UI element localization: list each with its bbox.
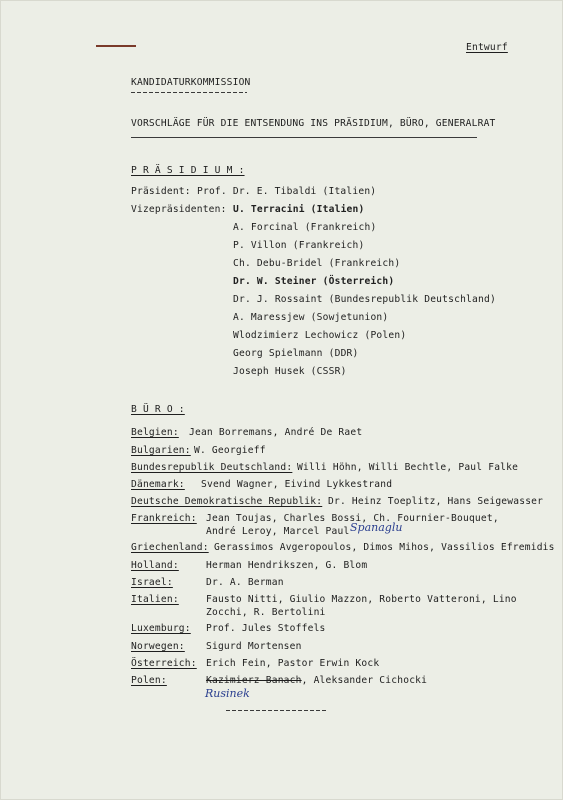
vice-president-item: Wlodzimierz Lechowicz (Polen) xyxy=(233,330,407,341)
country-label: Italien: xyxy=(131,594,179,605)
country-names: Sigurd Mortensen xyxy=(206,641,302,652)
draft-label: Entwurf xyxy=(466,42,508,53)
country-names: Fausto Nitti, Giulio Mazzon, Roberto Vatteroni, Lino xyxy=(206,594,517,605)
country-label: Bundesrepublik Deutschland: xyxy=(131,462,293,473)
country-names: Gerassimos Avgeropoulos, Dimos Mihos, Vassilios Efremidis xyxy=(214,542,555,553)
country-label: Deutsche Demokratische Republik: xyxy=(131,496,323,507)
country-names: W. Georgieff xyxy=(194,445,266,456)
commission-underline xyxy=(131,92,247,93)
country-label: Israel: xyxy=(131,577,173,588)
country-names: Willi Höhn, Willi Bechtle, Paul Falke xyxy=(297,462,519,473)
country-label: Holland: xyxy=(131,560,179,571)
president-name: Prof. Dr. E. Tibaldi (Italien) xyxy=(197,186,377,197)
vice-president-item: P. Villon (Frankreich) xyxy=(233,240,365,251)
country-names: Dr. Heinz Toeplitz, Hans Seigewasser xyxy=(328,496,544,507)
president-label: Präsident: xyxy=(131,186,191,197)
vice-president-item: Joseph Husek (CSSR) xyxy=(233,366,347,377)
vice-president-item: Georg Spielmann (DDR) xyxy=(233,348,359,359)
handwritten-note-frankreich: Spanaglu xyxy=(350,521,403,534)
country-names-polen xyxy=(206,675,427,687)
country-label: Frankreich: xyxy=(131,513,197,524)
country-names: Svend Wagner, Eivind Lykkestrand xyxy=(201,479,393,490)
country-label: Bulgarien: xyxy=(131,445,191,456)
country-names: Jean Borremans, André De Raet xyxy=(189,427,363,438)
vice-president-item: Dr. J. Rossaint (Bundesrepublik Deutschland) xyxy=(233,294,496,305)
subject-underline xyxy=(131,137,477,138)
handwritten-note-polen: Rusinek xyxy=(205,687,250,700)
country-names: Jean Toujas, Charles Bossi, Ch. Fournier-Bouquet, xyxy=(206,513,499,524)
vice-president-item: A. Forcinal (Frankreich) xyxy=(233,222,377,233)
vice-president-item: U. Terracini (Italien) xyxy=(233,204,365,215)
country-label: Belgien: xyxy=(131,427,179,438)
country-names-continued: André Leroy, Marcel Paul xyxy=(206,526,350,537)
country-label: Norwegen: xyxy=(131,641,185,652)
country-names: Erich Fein, Pastor Erwin Kock xyxy=(206,658,380,669)
country-label: Griechenland: xyxy=(131,542,209,553)
vice-president-label: Vizepräsidenten: xyxy=(131,204,227,215)
praesidium-heading: P R Ä S I D I U M : xyxy=(131,165,245,176)
country-names: Dr. A. Berman xyxy=(206,577,284,588)
country-names-continued: Zocchi, R. Bertolini xyxy=(206,607,326,618)
document-subject: VORSCHLÄGE FÜR DIE ENTSENDUNG INS PRÄSIDIUM, BÜRO, GENERALRAT xyxy=(131,118,496,129)
vice-president-item: Dr. W. Steiner (Österreich) xyxy=(233,276,395,287)
country-label: Dänemark: xyxy=(131,479,185,490)
commission-title: KANDIDATURKOMMISSION xyxy=(131,77,251,88)
country-label: Österreich: xyxy=(131,658,197,669)
buero-heading: B Ü R O : xyxy=(131,404,185,415)
corner-mark xyxy=(96,45,136,47)
vice-president-item: A. Maressjew (Sowjetunion) xyxy=(233,312,389,323)
struck-name: Kazimierz Banach xyxy=(206,675,302,686)
country-label: Luxemburg: xyxy=(131,623,191,634)
country-names: Herman Hendrikszen, G. Blom xyxy=(206,560,368,571)
country-names: Prof. Jules Stoffels xyxy=(206,623,326,634)
vice-president-item: Ch. Debu-Bridel (Frankreich) xyxy=(233,258,401,269)
country-label: Polen: xyxy=(131,675,167,686)
polen-names: , Aleksander Cichocki xyxy=(301,675,428,686)
closing-rule xyxy=(226,710,326,711)
